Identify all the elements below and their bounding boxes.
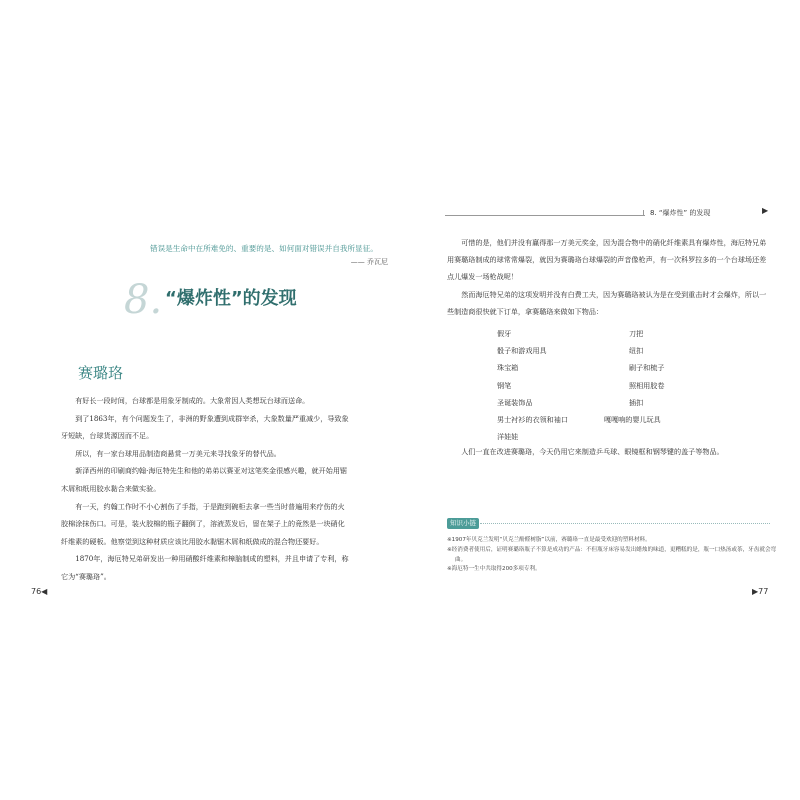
left-body-text <box>61 392 351 586</box>
goods-item: 假牙 <box>497 329 512 338</box>
goods-item: 纽扣 <box>629 346 644 356</box>
section-heading: 赛璐珞 <box>78 364 124 382</box>
list-item <box>497 359 717 376</box>
epigraph-quote: 错误是生命中在所难免的、重要的是、如何面对错误并自我所显征。 <box>150 244 378 253</box>
paragraph: 有好长一段时间，台球都是用象牙制成的。大象常因人类想玩台球而送命。 <box>75 396 310 405</box>
tip-divider <box>480 523 770 524</box>
chapter-title: “爆炸性”的发现 <box>165 288 297 309</box>
paragraph: 所以，有一家台球用品制造商悬赏一万美元来寻找象牙的替代品。 <box>75 448 281 458</box>
running-head-arrow-icon: ▶ <box>762 206 769 215</box>
paragraph: 可惜的是，他们并没有赢得那一万美元奖金，因为混合物中的硝化纤维素具有爆炸性，海厄特兄弟用赛璐珞制成的球常常爆裂，就因为赛璐珞台球爆裂的声音像枪声，有一次科罗拉多的一个台球场还差点儿爆发一场枪战呢！ <box>447 238 767 282</box>
running-head: 8. “爆炸性” 的发现 <box>650 209 711 217</box>
goods-item: 刷子和梳子 <box>629 363 665 373</box>
closing-text <box>447 443 769 460</box>
goods-item: 圣诞装饰品 <box>497 397 533 407</box>
running-head-rule <box>445 215 645 216</box>
epigraph-author: —— 乔瓦尼 <box>350 258 388 266</box>
goods-item: 刀把 <box>629 329 644 338</box>
goods-item: 珠宝箱 <box>497 363 519 373</box>
list-item <box>497 342 717 359</box>
page-number-left: 76◀ <box>31 587 48 596</box>
chapter-number: 8. <box>124 277 163 323</box>
tip-item: ※经消费者使用后，证明赛璐珞瓶子不算是成功的产品：不但瓶牙床容易发出蜡烛的味道，更糟糕的是，瓶一口热汤或茶，牙齿就会弯曲。 <box>447 546 777 563</box>
goods-item: 插扣 <box>629 397 644 407</box>
paragraph: 有一天，约翰工作时不小心割伤了手指，于是跑到碗柜去拿一些当时普遍用来疗伤的火胶棉涂抹伤口。可是，装火胶棉的瓶子翻倒了，溶液蒸发后，留在架子上的竟然是一块硝化纤维素的硬板。他察觉到这种材质应该比用胶水黏锯木屑和纸做成的混合物还要好。 <box>61 501 345 546</box>
list-item <box>497 325 717 342</box>
paragraph: 到了1863年，有个问题发生了，非洲的野象遭到成群宰杀，大象数量严重减少，导致象牙短缺，台球货源因而不足。 <box>61 413 349 441</box>
goods-item: 男士衬衫的衣领和袖口 <box>497 414 568 424</box>
tip-badge: 知识小链接 <box>447 518 479 529</box>
tip-item: ※1907年贝克兰发明“贝克兰酚醛树脂”以前，赛璐珞一直是最受欢迎的塑料材料。 <box>447 537 651 543</box>
goods-item: 洋娃娃 <box>497 432 519 442</box>
goods-item: 骰子和游戏用具 <box>497 346 547 356</box>
page-number-right: ▶77 <box>752 587 769 596</box>
tip-item: ※海厄特一生中共取得200多项专利。 <box>447 566 541 573</box>
right-body-text <box>447 234 769 320</box>
list-item <box>497 411 717 428</box>
paragraph: 新泽西州的印刷商约翰·海厄特先生和他的弟弟以赛亚对这笔奖金很感兴趣，就开始用锯木屑和纸用胶水黏合来做实验。 <box>61 466 348 493</box>
goods-list <box>497 325 717 445</box>
paragraph: 人们一直在改进赛璐珞，今天仍用它来制造乒乓球、眼镜框和钢琴键的盖子等物品。 <box>461 447 724 456</box>
list-item <box>497 394 717 411</box>
tips-box <box>447 536 777 575</box>
goods-item: 钢笔 <box>497 380 512 390</box>
goods-item: 照相用胶卷 <box>629 380 665 390</box>
list-item <box>497 377 717 394</box>
paragraph: 1870年，海厄特兄弟研发出一种用硝酸纤维素和樟脑制成的塑料，并且申请了专利，称它为“赛璐珞”。 <box>61 554 349 581</box>
paragraph: 然而海厄特兄弟的这项发明并没有白费工夫，因为赛璐珞被认为是在受到重击时才会爆炸，所以一些制造商很快就下订单，拿赛璐珞来做如下物品： <box>447 289 767 316</box>
goods-item: 嘎嘎响的婴儿玩具 <box>604 414 661 424</box>
running-head-tick <box>643 210 644 215</box>
